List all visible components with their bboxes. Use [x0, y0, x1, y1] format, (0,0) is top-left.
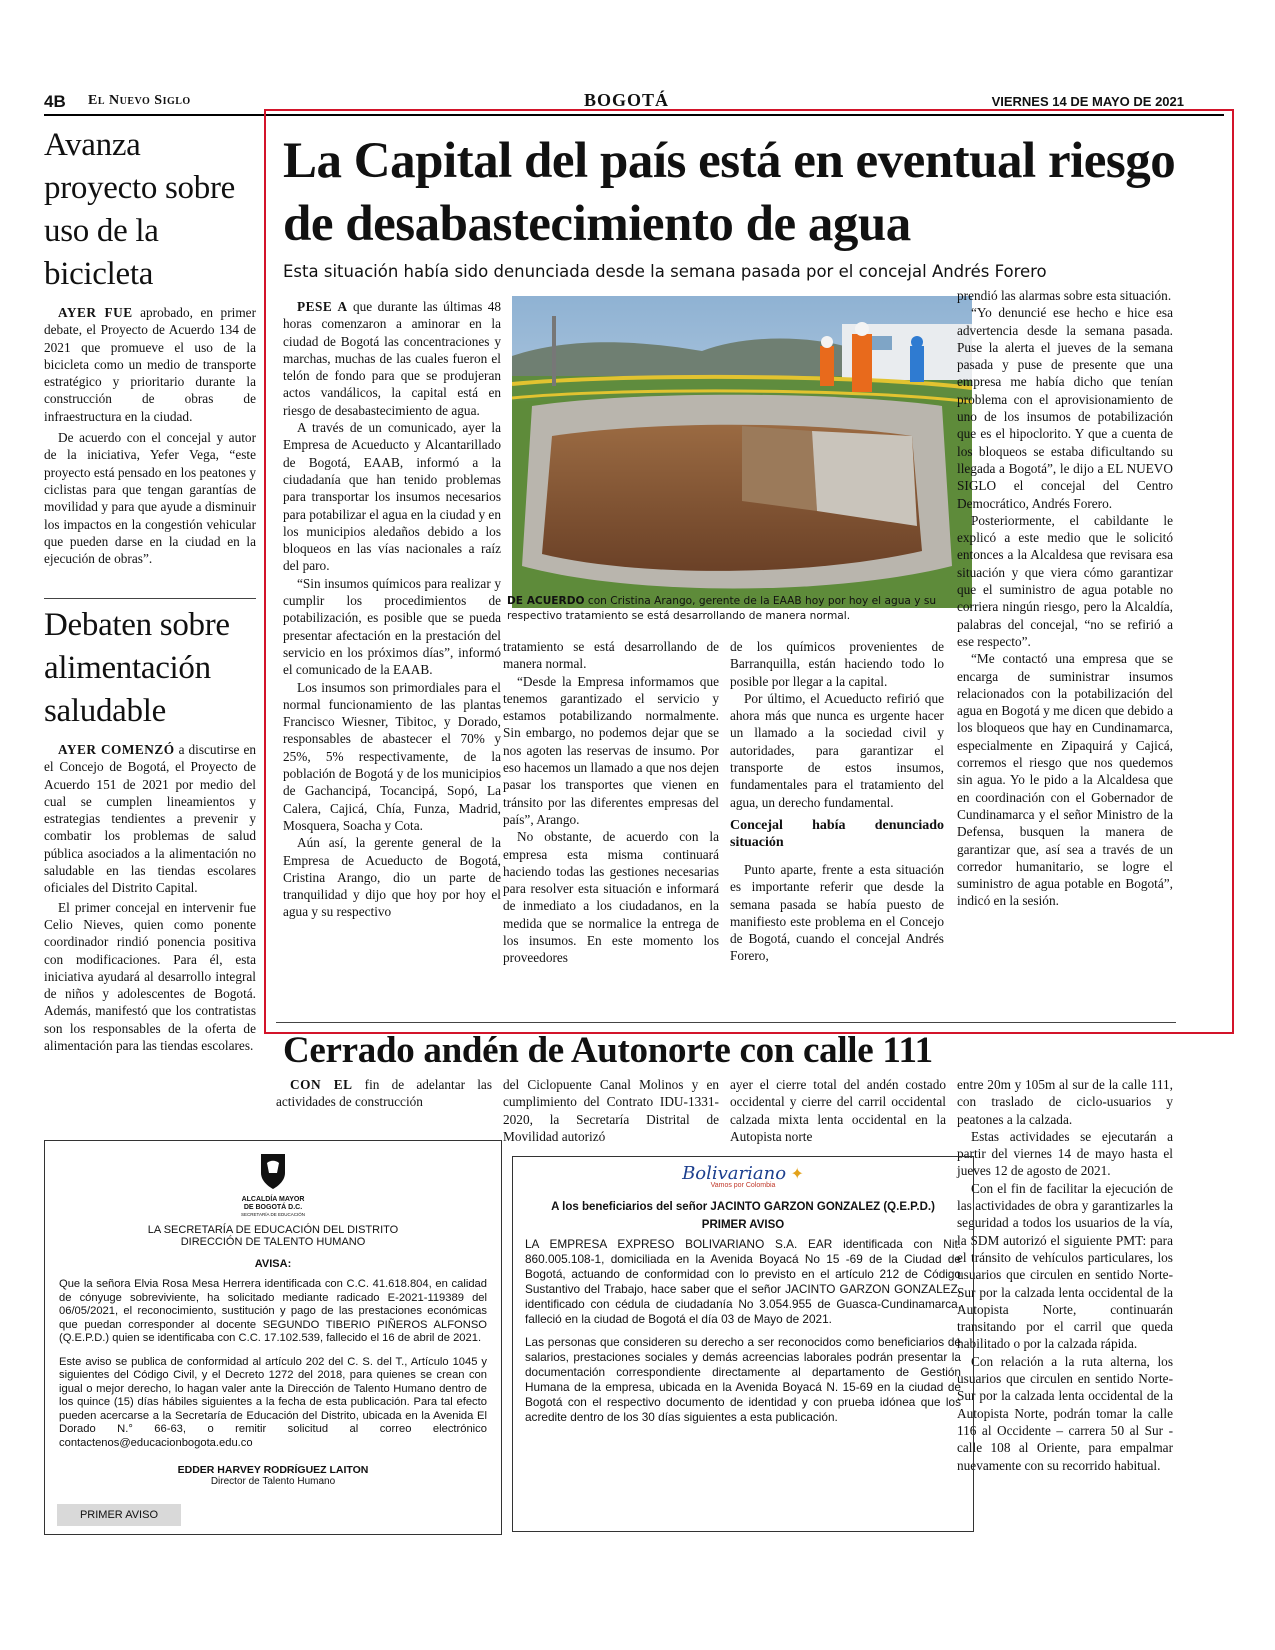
- caption-text: con Cristina Arango, gerente de la EAAB hoy por hoy el agua y su respectivo tratamiento se está desarrollando de manera normal.: [507, 595, 937, 622]
- main-paragraph: “Sin insumos químicos para realizar y cumplir los procedimientos de potabilización, es posible que se pueda presentar afectación en la prestación del servicio en los próximos días”, informó el comunicado de la EAAB.: [283, 575, 501, 678]
- ad-primer-aviso: PRIMER AVISO: [701, 1219, 785, 1231]
- alimentacion-body: [44, 741, 256, 1054]
- main-lead: PESE A: [297, 299, 348, 314]
- bici-lead: AYER FUE: [58, 305, 133, 320]
- ad-paragraph: LA EMPRESA EXPRESO BOLIVARIANO S.A. EAR identificada con Nit. 860.005.108-1, domiciliada en la Avenida Boyacá No 15 -69 de la Ciudad de Bogotá, actuando de conformidad con lo previsto en el artículo 212 de Código Sustantivo del Trabajo, hace saber que el señor JACINTO GARZON GONZALEZ, identificado con cédula de ciudadanía No 3.054.955 de Guasca-Cundinamarca, falleció en la ciudad de Bogotá el día 03 de Mayo de 2021.: [525, 1237, 961, 1326]
- main-paragraph: de los químicos provenientes de Barranquilla, están haciendo todo lo posible por llegar a la capital.: [730, 639, 944, 689]
- autonorte-lead: CON EL: [290, 1077, 353, 1092]
- ad-paragraph: Que la señora Elvia Rosa Mesa Herrera identificada con C.C. 41.618.804, en calidad de cónyuge sobreviviente, ha solicitado mediante radicado E-2021-119389 del 06/05/2021, el reconocimiento, sustitución y pago de las prestaciones económicas que puedan corresponder al docente SEGUNDO TIBERIO PIÑEROS ALFONSO (Q.E.P.D.) quien se identificaba con C.C. 17.102.539, fallecido el 16 de abril de 2021.: [59, 1278, 487, 1344]
- bolivariano-logo: [513, 1163, 973, 1189]
- main-paragraph: “Me contactó una empresa que se encarga de suministrar insumos relacionados con la potabilización del agua en Bogotá y me dicen que debido a los bloqueos que hay en Cundinamarca, especialmente en Zipaquirá y Cajicá, corremos el riesgo que nos quedemos sin agua. Yo le pido a la Alcaldesa que en coordinación con el Gobernador de Cundinamarca y el señor Ministro de la Defensa, busquen la manera de garantizar que, así sea a través de un corredor humanitario, se logre el suministro de agua potable en Bogotá”, indicó en la sesión.: [957, 651, 1173, 909]
- first-notice-badge: PRIMER AVISO: [57, 1504, 181, 1526]
- main-paragraph: No obstante, de acuerdo con la empresa esta misma continuará haciendo todas las gestiones necesarias para resolver esta situación e informará de inmediato a los ciudadanos, en la medida que se normalice la entrega de los insumos. En este momento los proveedores: [503, 829, 719, 966]
- autonorte-paragraph: fin de adelantar las actividades de construcción: [276, 1077, 492, 1110]
- ad-org: [45, 1224, 501, 1248]
- main-column-1: [283, 298, 501, 921]
- divider: [276, 1022, 1176, 1023]
- main-column-2: [503, 638, 719, 967]
- main-column-3: [730, 638, 944, 965]
- alimentacion-lead: AYER COMENZÓ: [58, 742, 175, 757]
- ad-avisa: AVISA:: [254, 1258, 292, 1270]
- main-paragraph: Por último, el Acueducto refirió que ahora más que nunca es urgente hacer un llamado a la sociedad civil y autoridades, para garantizar el transporte de estos insumos, fundamentales para el tratamiento del agua, un derecho fundamental.: [730, 690, 944, 810]
- shield-icon: [258, 1151, 288, 1191]
- alimentacion-headline: Debaten sobre alimentación saludable: [44, 607, 230, 729]
- newspaper-name: El Nuevo Siglo: [88, 93, 191, 108]
- main-headline: La Capital del país está en eventual riesgo de desabastecimiento de agua: [283, 133, 1176, 252]
- main-paragraph: Posteriormente, el cabildante le explicó a este medio que le solicitó entonces a la Alcaldesa que revisara esa situación y que viera cómo garantizar que el suministro de agua potable no corriera ningún riesgo, pero la Alcaldía, palabras del concejal, “no se refirió a ese respecto”.: [957, 512, 1173, 649]
- main-subheading: Concejal había denunciado situación: [730, 817, 944, 850]
- main-paragraph: “Desde la Empresa informamos que tenemos garantizado el servicio y estamos potabilizando normalmente. Sin embargo, no podemos dejar que se nos agoten las reservas de insumo. Por eso hacemos un llamado a que nos dejen pasar los transportes que vienen en tránsito por las diferentes empresas del país”, Arango.: [503, 673, 720, 827]
- bici-paragraph: De acuerdo con el concejal y autor de la iniciativa, Yefer Vega, “este proyecto está pensado en los peatones y ciclistas para que tengan garantías de movilidad y para que ayude a disminuir los impactos en la congestión vehicular que pueden darse en la ciudad en la ejecución de obras”.: [44, 430, 256, 567]
- autonorte-column-4: [957, 1076, 1173, 1474]
- ad-signer-title: Director de Talento Humano: [210, 1476, 336, 1487]
- main-paragraph: Los insumos son primordiales para el normal funcionamiento de las plantas Francisco Wiesner, Tibitoc, y Dorado, responsables de abastecer el 70% y 25%, 5% respectivamente, de la población de Bogotá y de los municipios de Gachancipá, Tocancipá, Sopó, La Calera, Cajicá, Chía, Funza, Madrid, Mosquera, Soacha y Cota.: [283, 679, 501, 833]
- bici-headline: Avanza proyecto sobre uso de la bicicleta: [44, 127, 235, 292]
- water-plant-photo: [512, 296, 972, 608]
- bici-paragraph: aprobado, en primer debate, el Proyecto de Acuerdo 134 de 2021 que promueve el uso de la bicicleta como un medio de transporte estratégico y prioritario durante la construcción de obras de infraestructura en la ciudad.: [44, 305, 257, 424]
- brand-tagline: Vamos por Colombia: [710, 1182, 776, 1189]
- seal-text: SECRETARÍA DE EDUCACIÓN: [241, 1212, 305, 1217]
- alimentacion-paragraph: a discutirse en el Concejo de Bogotá, el Proyecto de Acuerdo 151 de 2021 por medio del cual se cumplen lineamientos y estrategias tendientes a prevenir y combatir los problemas de salud pública asociados a la alimentación no saludable en las tiendas escolares oficiales del Distrito Capital.: [44, 742, 256, 896]
- main-paragraph: prendió las alarmas sobre esta situación.: [957, 288, 1172, 303]
- ad-heading: A los beneficiarios del señor JACINTO GARZON GONZALEZ (Q.E.P.D.): [551, 1201, 935, 1213]
- page-number: 4B: [44, 92, 66, 111]
- autonorte-paragraph: Con relación a la ruta alterna, los usuarios que circulen en sentido Norte-Sur por la calzada lenta occidental de la Autopista Norte, podrán tomar la calle 116 al Occidente – carrera 50 al Sur - calle 108 al Oriente, para empalmar nuevamente con su recorrido habitual.: [957, 1353, 1173, 1473]
- education-notice-ad: [44, 1140, 502, 1535]
- main-column-4: [957, 287, 1173, 910]
- main-paragraph: que durante las últimas 48 horas comenzaron a aminorar en la ciudad de Bogotá las concentraciones y marchas, muchas de las cuales fueron el telón de fondo para que se produjeran actos vandálicos, la capital está en riesgo de desabastecimiento de agua.: [283, 299, 501, 418]
- main-paragraph: Punto aparte, frente a esta situación es importante referir que desde la semana pasada se había puesto de manifiesto este problema en el Concejo de Bogotá, cuando el concejal Andrés Forero,: [730, 861, 944, 964]
- autonorte-headline: Cerrado andén de Autonorte con calle 111: [283, 1030, 933, 1071]
- autonorte-column-3: [730, 1076, 946, 1145]
- seal-text: DE BOGOTÁ D.C.: [243, 1204, 303, 1211]
- photo-caption: [507, 594, 977, 624]
- bici-body: [44, 304, 256, 567]
- seal-text: ALCALDÍA MAYOR: [241, 1196, 305, 1203]
- ad-org-line: LA SECRETARÍA DE EDUCACIÓN DEL DISTRITO: [147, 1224, 399, 1236]
- divider: [44, 598, 256, 599]
- alimentacion-paragraph: El primer concejal en intervenir fue Celio Nieves, quien como ponente coordinador rindió ponencia positiva con modificaciones. Para él, esta iniciativa ayudará al desarrollo integral de niños y adolescentes de Bogotá. Además, manifestó que los contratistas son los responsables de la oferta de alimentación para las tiendas escolares.: [44, 899, 256, 1054]
- bogota-seal: [45, 1151, 501, 1218]
- star-icon: ✦: [790, 1166, 804, 1183]
- autonorte-paragraph: del Ciclopuente Canal Molinos y en cumplimiento del Contrato IDU-1331-2020, la Secretaría Distrital de Movilidad autorizó: [503, 1077, 719, 1144]
- bici-article: [44, 124, 256, 567]
- issue-date: VIERNES 14 DE MAYO DE 2021: [991, 94, 1184, 109]
- photo-illustration: [512, 296, 972, 608]
- main-paragraph: tratamiento se está desarrollando de manera normal.: [503, 639, 719, 672]
- section-title: BOGOTÁ: [584, 90, 670, 110]
- ad-org-line: DIRECCIÓN DE TALENTO HUMANO: [180, 1236, 366, 1248]
- autonorte-column-1: [276, 1076, 492, 1111]
- main-paragraph: Aún así, la gerente general de la Empresa de Acueducto de Bogotá, Cristina Arango, dio un parte de tranquilidad y dijo que hoy por hoy el agua y su respectivo: [283, 835, 501, 920]
- autonorte-paragraph: Estas actividades se ejecutarán a partir del viernes 14 de mayo hasta el jueves 12 de agosto de 2021.: [957, 1128, 1173, 1179]
- main-subtitle: Esta situación había sido denunciada desde la semana pasada por el concejal Andrés Forero: [283, 262, 1047, 281]
- ad-signer: EDDER HARVEY RODRÍGUEZ LAITON: [177, 1464, 369, 1476]
- autonorte-paragraph: ayer el cierre total del andén costado occidental y cierre del carril occidental calzada mixta lenta occidental en la Autopista norte: [730, 1077, 946, 1144]
- autonorte-paragraph: Con el fin de facilitar la ejecución de las actividades de obra y garantizarles la seguridad a todos los usuarios de la vía, la SDM autorizó el siguiente PMT: para el tránsito de vehículos particulares, los usuarios que circulen en sentido Norte-Sur por la calzada lenta occidental de la Autopista Norte, continuarán transitando por el carril que queda habilitado o por la calzada rápida.: [957, 1180, 1173, 1352]
- autonorte-paragraph: entre 20m y 105m al sur de la calle 111, con traslado de ciclo-usuarios y peatones a la calzada.: [957, 1077, 1173, 1127]
- brand-name: Bolivariano: [682, 1163, 787, 1184]
- main-paragraph: “Yo denuncié ese hecho e hice esa advertencia desde la semana pasada. Puse la alerta el jueves de la semana pasada y puse de presente que una empresa me había dicho que tenían problema con el aprovisionamiento de uno de los insumos de potabilización que es el hipoclorito. Y que a cuenta de los bloqueos se estaba dificultando su llegada a Bogotá”, le dijo a EL NUEVO SIGLO el concejal del Centro Democrático, Andrés Forero.: [957, 305, 1173, 511]
- ad-paragraph: Este aviso se publica de conformidad al artículo 202 del C. S. del T., Artículo 1045 y siguientes del Código Civil, y el Decreto 1272 del 2018, para quienes se crean con igual o mejor derecho, lo hagan valer ante la Dirección de Talento Humano dentro de los quince (15) días hábiles siguientes a la fecha de esta publicación. Para tal efecto pueden acercarse a la Secretaría de Educación del Distrito, ubicada en la Avenida El Dorado N.° 66-63, o remitir solicitud al correo electrónico contactenos@educacionbogota.edu.co: [59, 1355, 487, 1449]
- autonorte-column-2: [503, 1076, 719, 1145]
- main-paragraph: A través de un comunicado, ayer la Empresa de Acueducto y Alcantarillado de Bogotá, EAAB, informó a la ciudadanía que han tenido problemas para transportar los insumos necesarios para potabilizar el agua en la ciudad y en los municipios aledaños debido a los bloqueos en las vías nacionales a raíz del paro.: [283, 420, 501, 574]
- alimentacion-article: [44, 604, 256, 1054]
- caption-lead: DE ACUERDO: [507, 595, 585, 607]
- bolivariano-notice-ad: [512, 1156, 974, 1532]
- ad-paragraph: Las personas que consideren su derecho a ser reconocidos como beneficiarios de salarios, prestaciones sociales y demás acreencias laborales podrán presentar la documentación correspondiente directamente al departamento de Gestión Humana de la empresa, ubicada en la Avenida Boyacá N. 15-69 en la ciudad de Bogotá con el respectivo documento de identidad y con prueba idónea que los acredite dentro de los 30 días siguientes a esta publicación.: [525, 1335, 961, 1424]
